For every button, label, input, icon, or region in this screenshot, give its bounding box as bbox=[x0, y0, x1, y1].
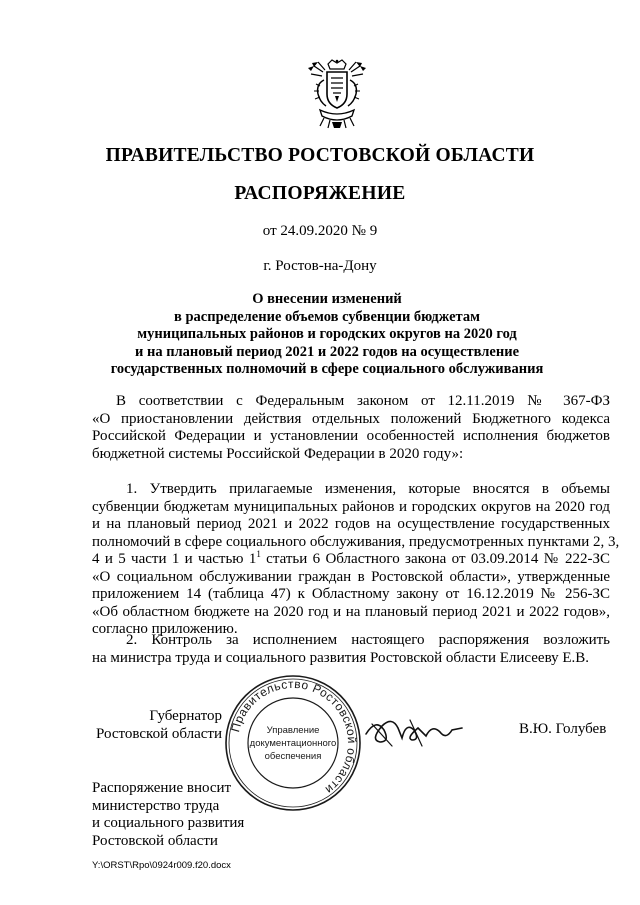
document-city: г. Ростов-на-Дону bbox=[263, 258, 377, 274]
paragraph-line: В соответствии с Федеральным законом от 12.11.2019 № 367-ФЗ bbox=[116, 393, 610, 409]
paragraph-line: полномочий в сфере социального обслуживания, предусмотренных пунктами 2, 3, bbox=[92, 533, 620, 550]
stamp-center-line: Управление bbox=[266, 725, 320, 736]
paragraph-line: «Об областном бюджете на 2020 год и на плановый период 2021 и 2022 годов», bbox=[92, 603, 610, 620]
paragraph-line: «О социальном обслуживании граждан в Ростовской области», утвержденные bbox=[92, 568, 610, 585]
paragraph-line: «О приостановлении действия отдельных положений Бюджетного кодекса bbox=[92, 410, 610, 427]
signatory-role bbox=[92, 707, 222, 743]
signatory-role-line: Ростовской области bbox=[96, 726, 222, 742]
paragraph-line bbox=[92, 551, 610, 569]
paragraph-line: приложением 14 (таблица 47) к Областному закону от 16.12.2019 № 256-ЗС bbox=[92, 586, 610, 602]
paragraph-line: и на плановый период 2021 и 2022 годов на осуществление государственных bbox=[92, 516, 610, 532]
paragraph-line: на министра труда и социального развития Ростовской области Елисееву Е.В. bbox=[92, 649, 590, 666]
note-line: министерство труда bbox=[92, 797, 220, 814]
paragraph-line: 1. Утвердить прилагаемые изменения, которые вносятся в объемы bbox=[126, 481, 610, 497]
item-2-paragraph bbox=[92, 632, 610, 667]
handwritten-signature bbox=[362, 712, 482, 752]
paragraph-text: 4 и 5 части 1 и частью 1 bbox=[92, 551, 257, 567]
item-1-paragraph bbox=[92, 481, 620, 639]
paragraph-line: бюджетной системы Российской Федерации в 2020 году»: bbox=[92, 445, 464, 462]
subject-line: муниципальных районов и городских округов на 2020 год bbox=[137, 326, 517, 342]
coat-of-arms-icon bbox=[306, 58, 368, 130]
paragraph-line: субвенции бюджетам муниципальных районов и городских округов на 2020 год bbox=[92, 498, 610, 515]
document-subject bbox=[80, 291, 574, 379]
stamp-center-line: обеспечения bbox=[264, 751, 322, 762]
note-line: Распоряжение вносит bbox=[92, 780, 232, 796]
paragraph-line: Российской Федерации и установлении особенностей исполнения бюджетов bbox=[92, 428, 610, 444]
subject-line: и на плановый период 2021 и 2022 годов на осуществление bbox=[134, 343, 520, 360]
paragraph-text: статьи 6 Областного закона от 03.09.2014 № 222-ЗС bbox=[260, 551, 610, 567]
introduced-by-note bbox=[92, 780, 244, 850]
subject-line: государственных полномочий в сфере социального обслуживания bbox=[110, 361, 544, 377]
stamp-ring-text: Правительство Ростовской области bbox=[228, 676, 360, 798]
stamp-center-line: документационного bbox=[249, 738, 337, 749]
paragraph-line: 2. Контроль за исполнением настоящего распоряжения возложить bbox=[126, 632, 610, 648]
subject-line: О внесении изменений bbox=[252, 291, 402, 307]
note-line: Ростовской области bbox=[92, 832, 218, 849]
signatory-role-line: Губернатор bbox=[149, 708, 222, 724]
signatory-name: В.Ю. Голубев bbox=[519, 721, 607, 737]
paragraph-line: согласно приложению. bbox=[92, 621, 238, 637]
preamble-paragraph bbox=[92, 393, 610, 463]
document-date-number: от 24.09.2020 № 9 bbox=[262, 223, 378, 239]
subject-line: в распределение объемов субвенции бюджетам bbox=[174, 308, 480, 325]
document-type: РАСПОРЯЖЕНИЕ bbox=[234, 183, 406, 204]
note-line: и социального развития bbox=[92, 815, 245, 831]
superscript: 1 bbox=[256, 549, 261, 559]
organization-title: ПРАВИТЕЛЬСТВО РОСТОВСКОЙ ОБЛАСТИ bbox=[105, 145, 535, 166]
file-path: Y:\ORST\Rpo\0924r009.f20.docx bbox=[92, 860, 231, 871]
